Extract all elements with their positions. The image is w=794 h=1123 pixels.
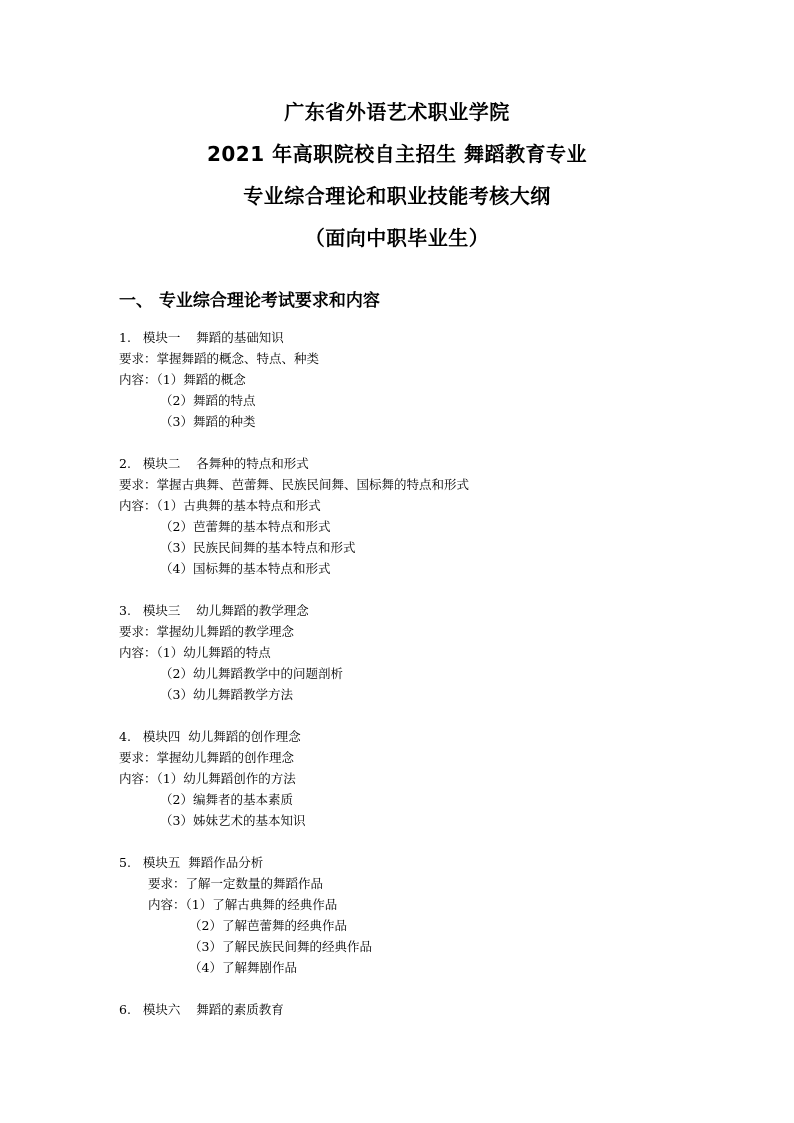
module-content-item: （2）编舞者的基本素质	[160, 792, 293, 807]
spacer	[119, 432, 679, 453]
module-requirement: 要求：掌握古典舞、芭蕾舞、民族民间舞、国标舞的特点和形式	[119, 477, 470, 492]
title-school-name: 广东省外语艺术职业学院	[284, 100, 510, 124]
module-requirement: 要求：了解一定数量的舞蹈作品	[148, 876, 324, 891]
module-content-item: （3）了解民族民间舞的经典作品	[189, 939, 372, 954]
title-syllabus: 专业综合理论和职业技能考核大纲	[243, 184, 551, 208]
spacer	[119, 831, 679, 852]
module-requirement: 要求：掌握舞蹈的概念、特点、种类	[119, 351, 320, 366]
module-content-item: （3）幼儿舞蹈教学方法	[160, 687, 293, 702]
module-content-item: 内容：（1）古典舞的基本特点和形式	[119, 498, 321, 513]
title-audience: （面向中职毕业生）	[304, 226, 490, 250]
module-content-item: 内容：（1）幼儿舞蹈创作的方法	[119, 771, 296, 786]
module-content-item: （4）了解舞剧作品	[189, 960, 297, 975]
module-content-item: 内容：（1）舞蹈的概念	[119, 372, 246, 387]
module-content-item: （3）姊妹艺术的基本知识	[160, 813, 306, 828]
module-content-item: （4）国标舞的基本特点和形式	[160, 561, 331, 576]
section-content	[119, 327, 679, 1020]
module-title: 5. 模块五 舞蹈作品分析	[119, 855, 264, 870]
module-content-item: 内容：（1）了解古典舞的经典作品	[148, 897, 338, 912]
module-content-item: （2）了解芭蕾舞的经典作品	[189, 918, 347, 933]
section-heading: 一、 专业综合理论考试要求和内容	[119, 291, 380, 311]
spacer	[119, 579, 679, 600]
module-content-item: （2）幼儿舞蹈教学中的问题剖析	[160, 666, 343, 681]
module-content-item: 内容：（1）幼儿舞蹈的特点	[119, 645, 271, 660]
module-requirement: 要求：掌握幼儿舞蹈的创作理念	[119, 750, 295, 765]
module-content-item: （3）民族民间舞的基本特点和形式	[160, 540, 356, 555]
module-title: 2. 模块二 各舞种的特点和形式	[119, 456, 309, 471]
spacer	[119, 705, 679, 726]
module-title: 1. 模块一 舞蹈的基础知识	[119, 330, 284, 345]
module-title: 4. 模块四 幼儿舞蹈的创作理念	[119, 729, 301, 744]
module-content-item: （2）舞蹈的特点	[160, 393, 256, 408]
module-title: 3. 模块三 幼儿舞蹈的教学理念	[119, 603, 309, 618]
spacer	[119, 978, 679, 999]
title-program: 2021 年高职院校自主招生 舞蹈教育专业	[206, 142, 588, 166]
module-content-item: （2）芭蕾舞的基本特点和形式	[160, 519, 331, 534]
module-requirement: 要求：掌握幼儿舞蹈的教学理念	[119, 624, 295, 639]
module-title: 6. 模块六 舞蹈的素质教育	[119, 1002, 284, 1017]
module-content-item: （3）舞蹈的种类	[160, 414, 256, 429]
document-title-block	[0, 100, 794, 268]
